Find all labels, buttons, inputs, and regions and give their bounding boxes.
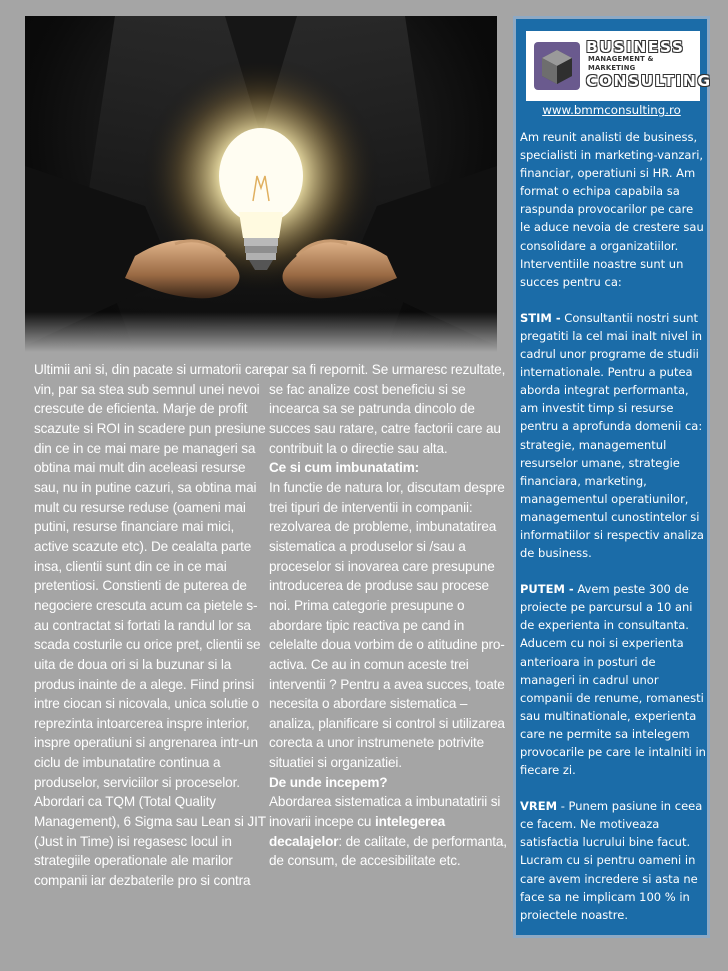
vrem-text: - Punem pasiune in ceea ce facem. Ne motiveaza satisfactia lucrului bine facut. Lucram cu si pentru oameni in care avem incredere si asta ne face sa ne implicam 100 % in proiectele noastre.	[520, 799, 703, 922]
sidebar-intro: Am reunit analisti de business, specialisti in marketing-vanzari, financiar, operatiuni si HR. Am format o echipa capabila sa raspunda provocarilor pe care le aduce nevoia de crestere sau consolidare a organizatiilor. Interventiile noastre sunt un succes pentru ca:	[520, 130, 704, 289]
article-paragraph: In functie de natura lor, discutam despre trei tipuri de interventii in companii: rezolvarea de probleme, imbunatatirea sistematica a produselor si /sau a proceselor si inovarea care presupune introducerea de produse sau procese noi. Prima categorie presupune o abordare tipic reactiva pe cand in celelalte doua vorbim de o atitudine pro-activa. Ce au in comun aceste trei interventii ? Pentru a avea succes, toate necesita o abordare sistematica – analiza, planificare si control si utilizarea corecta a unor instrumenete potrivite situatiei si organizatiei.	[269, 479, 505, 771]
website-link[interactable]: www.bmmconsulting.ro	[542, 103, 681, 117]
putem-text: Avem peste 300 de proiecte pe parcursul a 10 ani de experienta in consultanta. Aducem cu noi si experienta anterioara in posturi de manageri in cadrul unor companii de renume, romanesti sau multinationale, experienta care ne permite sa intelegem provocarile pe care le intalniti in fiecare zi.	[520, 582, 706, 778]
article-column-1	[34, 360, 272, 891]
emphasis-text: intelegerea decalajelor	[269, 814, 446, 849]
stim-keyword: STIM -	[520, 310, 561, 325]
article-paragraph: Ultimii ani si, din pacate si urmatorii care vin, par sa stea sub semnul unei nevoi crescute de eficienta. Marje de profit scazute si ROI in scadere pun presiune din ce in ce mai mare pe manageri sa obtina mai mult din aceleasi resurse sau, nu in putine cazuri, sa obtina mai mult cu resurse reduse (oameni mai putini, resurse financiare mai mici, active scazute etc). De cealalta parte insa, clientii sunt din ce in ce mai pretentiosi. Constienti de puterea de negociere crescuta acum ca pietele s-au contractat si fortati la randul lor sa scada costurile cu orice pret, clientii se uita de doua ori si la buzunar si la produs inainte de a alege. Fiind prinsi intre ciocan si nicovala, unica solutie o reprezinta intoarcerea inspre interior, inspre operatiuni si angrenarea intr-un ciclu de imbunatatire continua a produselor, serviciilor si proceselor.	[34, 362, 271, 790]
vrem-keyword: VREM	[520, 799, 558, 814]
article-paragraph: Abordari ca TQM (Total Quality Management), 6 Sigma sau Lean si JIT (Just in Time) isi regasesc locul in strategiile operationale ale marilor companii iar dezbaterile pro si contra	[34, 794, 266, 889]
light-bulb-hands-illustration	[25, 16, 497, 352]
logo-line-business: BUSINESS	[586, 38, 685, 56]
sidebar-vrem	[520, 797, 706, 924]
cube-logo-icon	[532, 38, 582, 94]
logo-wordmark	[586, 38, 712, 90]
logo-line-consulting: CONSULTING	[586, 72, 712, 90]
sidebar-stim	[520, 309, 706, 562]
sidebar-putem	[520, 580, 706, 779]
paragraph-text: Abordarea sistematica a imbunatatirii si inovarii incepe cu	[269, 794, 501, 830]
sidebar	[513, 16, 710, 938]
hero-fade	[25, 312, 497, 352]
company-logo	[526, 31, 712, 101]
hero-image	[25, 16, 497, 352]
article-paragraph: par sa fi repornit. Se urmaresc rezultate, se fac analize cost beneficiu si se incearca sa se patrunda dincolo de succes sau ratare, catre factorii care au contribuit la o directie sau alta.	[269, 362, 506, 456]
putem-keyword: PUTEM -	[520, 582, 574, 597]
article-paragraph	[269, 792, 509, 871]
section-heading: Ce si cum imbunatatim:	[269, 460, 420, 476]
sidebar-text	[520, 128, 706, 942]
section-heading: De unde incepem?	[269, 774, 388, 790]
logo-line-management: MANAGEMENT & MARKETING	[588, 55, 654, 72]
paragraph-text: : de calitate, de performanta, de consum, de accesibilitate etc.	[269, 833, 507, 869]
article-column-2	[269, 360, 509, 871]
stim-text: Consultantii nostri sunt pregatiti la cel mai inalt nivel in cadrul unor programe de studii internationale. Pentru a putea aborda integrat performanta, am investit timp si resurse pentru a aprofunda domenii ca: strategie, managementul resurselor umane, strategie financiara, marketing, managementul operatiunilor, managementul cunostintelor si informatiilor si respectiv analiza de business.	[520, 310, 704, 561]
